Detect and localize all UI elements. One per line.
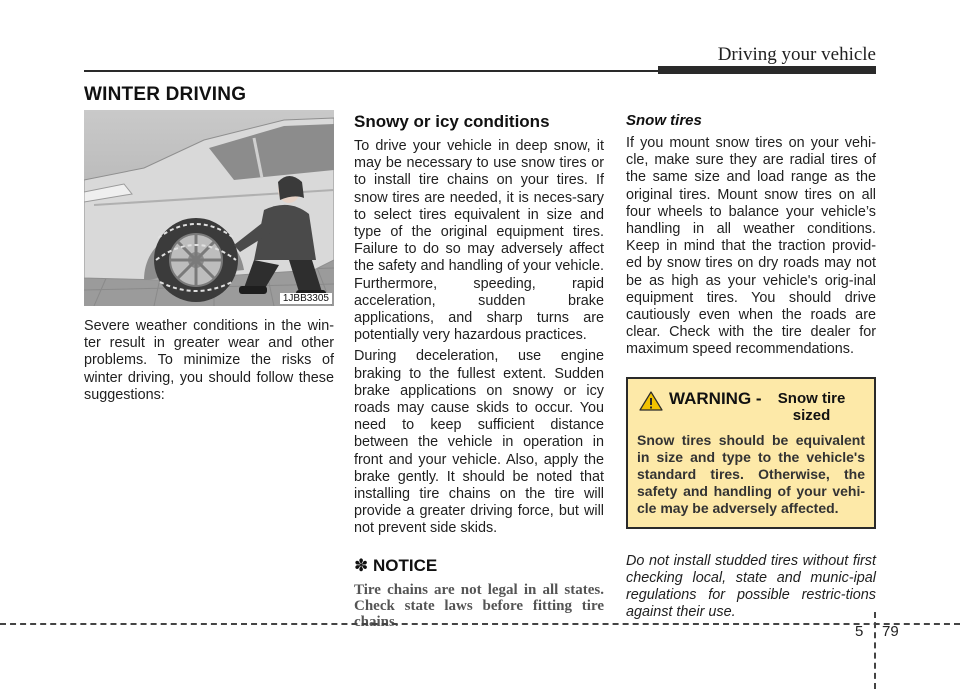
illustration-code: 1JBB3305 [280,293,332,304]
column-right [626,110,876,621]
warning-triangle-icon [639,391,663,411]
snowy-icy-paragraph-2: During deceleration, use engine braking to the fullest extent. Sudden brake applications on snowy or icy roads may cause skids to occur. You need to keep sufficient distance between the vehicle in operation in front and your vehicle. Also, apply the brake gently. It should be noted that installing tire chains on the tire will provide a greater driving force, but will not prevent side skids. [354,348,604,537]
warning-box [626,377,876,529]
warning-text: Snow tires should be equivalent in size and type to the vehicle's standard tires. Otherwise, the safety and handling of your vehi-cle may be adversely affected. [637,431,865,516]
snowy-icy-subheading: Snowy or icy conditions [354,112,550,131]
car-tire-chain-illustration [84,110,334,306]
column-left [84,110,334,404]
warning-header [637,389,865,424]
snowy-icy-paragraph-1: To drive your vehicle in deep snow, it may be necessary to use snow tires or to install tire chains on your tires. If snow tires are needed, it is neces-sary to select tires equivalent in size and type of the original equipment tires. Failure to do so may adversely affect the safety and handling of your vehicle. Furthermore, speeding, rapid acceleration, sudden brake applications, and sharp turns are potentially very hazardous practices. [354,138,604,344]
column-middle [354,110,604,630]
footer-divider [874,612,876,689]
snow-tires-subheading: Snow tires [626,112,702,129]
section-title: Driving your vehicle [717,44,876,65]
page-number: 79 [882,623,899,640]
studded-tires-note: Do not install studded tires without first checking local, state and munic-ipal regulations for possible restric-tions against their use. [626,552,876,620]
notice-text: Tire chains are not legal in all states. Check state laws before fitting tire chains. [354,581,604,630]
notice-heading: ✽ NOTICE [354,555,438,575]
warning-title: Snow tire sized [777,389,846,424]
winter-tire-illustration [84,110,334,306]
header-rule-accent [658,66,876,74]
footer-rule [0,623,960,625]
chapter-number: 5 [855,623,864,640]
warning-label: WARNING - [669,388,762,408]
page-heading: WINTER DRIVING [84,84,247,105]
intro-paragraph: Severe weather conditions in the win-ter result in greater wear and other problems. To minimize the risks of winter driving, you should follow these suggestions: [84,318,334,403]
snow-tires-paragraph: If you mount snow tires on your vehi-cle, make sure they are radial tires of the same size and load range as the original tires. Mount snow tires on all four wheels to balance your vehicle’s handling in all weather conditions. Keep in mind that the traction provid-ed by snow tires on dry roads may not be as high as your vehicle's orig-inal equipment tires. You should drive cautiously even when the roads are clear. Check with the tire dealer for maximum speed recommendations. [626,135,876,358]
